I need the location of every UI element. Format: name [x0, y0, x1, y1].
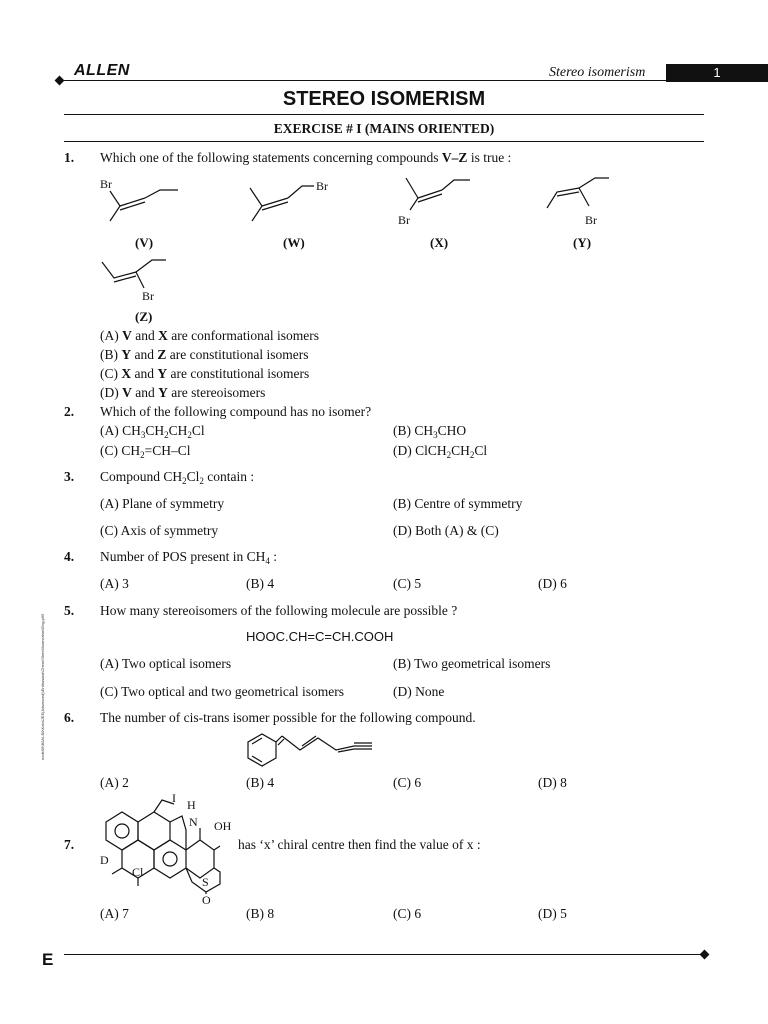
atom-cl: Cl	[132, 865, 144, 879]
atom-n: N	[189, 815, 198, 829]
page-title: STEREO ISOMERISM	[282, 88, 486, 110]
q1-text: Which one of the following statements concerning compounds V–Z is true :	[100, 150, 512, 165]
header-diamond	[55, 76, 65, 86]
q6-option-d: (D) 8	[538, 775, 567, 790]
structure-w	[250, 176, 340, 226]
label-y: (Y)	[573, 235, 592, 250]
q3-text: Compound $CH_2Cl_2$ contain :	[100, 469, 255, 486]
q4-number: 4.	[64, 549, 75, 564]
q5-option-b: (B) Two geometrical isomers	[393, 656, 551, 671]
q1-option-b: (B) Y and Z are constitutional isomers	[100, 347, 309, 362]
atom-o: O	[202, 893, 211, 907]
atom-br: Br	[585, 213, 597, 227]
header-rule	[64, 80, 764, 81]
header-subject: Stereo isomerism	[549, 65, 646, 80]
q2-option-c: (C) $CH_2=CH-Cl$	[100, 443, 191, 460]
q7-option-a: (A) 7	[100, 906, 129, 921]
q6-structure	[244, 732, 374, 772]
structure-x	[398, 176, 478, 228]
q2-number: 2.	[64, 404, 75, 419]
q2-option-b: (B) $CH_3CHO$	[393, 423, 467, 440]
q1-option-a: (A) V and X are conformational isomers	[100, 328, 319, 343]
q6-option-a: (A) 2	[100, 775, 129, 790]
q7-structure	[96, 791, 242, 907]
q4-option-b: (B) 4	[246, 576, 275, 591]
exercise-heading: EXERCISE # I (MAINS ORIENTED)	[273, 121, 495, 136]
atom-br: Br	[316, 179, 328, 193]
title-rule-bottom	[64, 141, 704, 142]
structure-y	[545, 176, 625, 228]
atom-br: Br	[142, 289, 154, 303]
atom-oh: OH	[214, 819, 232, 833]
q1-option-d: (D) V and Y are stereoisomers	[100, 385, 266, 400]
q5-option-d: (D) None	[393, 684, 445, 699]
q2-option-a: (A) $CH_3CH_2CH_2Cl$	[100, 423, 205, 440]
label-w: (W)	[283, 235, 305, 250]
q7-option-b: (B) 8	[246, 906, 275, 921]
q6-text: The number of cis-trans isomer possible for the following compound.	[100, 710, 476, 725]
structure-z	[100, 258, 180, 308]
q6-number: 6.	[64, 710, 75, 725]
label-x: (X)	[430, 235, 449, 250]
q4-option-c: (C) 5	[393, 576, 422, 591]
q4-option-d: (D) 6	[538, 576, 567, 591]
q1-option-c: (C) X and Y are constitutional isomers	[100, 366, 310, 381]
q7-number: 7.	[64, 837, 75, 852]
structure-v	[100, 176, 180, 226]
atom-d: D	[100, 853, 109, 867]
q3-option-c: (C) Axis of symmetry	[100, 523, 219, 538]
page-number: 1	[666, 64, 768, 82]
label-z: (Z)	[135, 309, 153, 324]
q2-option-d: (D) $ClCH_2CH_2Cl$	[393, 443, 488, 460]
q6-option-b: (B) 4	[246, 775, 275, 790]
q5-option-c: (C) Two optical and two geometrical isomers	[100, 684, 344, 699]
q3-option-a: (A) Plane of symmetry	[100, 496, 225, 511]
q7-option-c: (C) 6	[393, 906, 422, 921]
footer-rule	[64, 954, 704, 955]
q3-number: 3.	[64, 469, 75, 484]
q2-text: Which of the following compound has no isomer?	[100, 404, 372, 419]
atom-br: Br	[100, 177, 112, 191]
q3-option-b: (B) Centre of symmetry	[393, 496, 523, 511]
side-file-path: node06\B0AI-B0\Kota\JEE(Advanced)\Enthusiast\Chem\Sheet\Isomerism\Eng.p65	[40, 613, 45, 760]
q7-text: has ‘x’ chiral centre then find the value of x :	[238, 837, 481, 852]
atom-br: Br	[398, 213, 410, 227]
atom-i: I	[172, 791, 176, 805]
atom-h: H	[187, 798, 196, 812]
q5-number: 5.	[64, 603, 75, 618]
q3-option-d: (D) Both (A) & (C)	[393, 523, 499, 538]
q7-option-d: (D) 5	[538, 906, 567, 921]
allen-logo: ALLEN	[74, 62, 130, 79]
q4-text: Number of POS present in $CH_4$ :	[100, 549, 278, 566]
q6-option-c: (C) 6	[393, 775, 422, 790]
q5-formula: HOOC.CH=C=CH.COOH	[246, 629, 394, 644]
atom-s: S	[202, 875, 209, 889]
title-rule-top	[64, 114, 704, 115]
q5-option-a: (A) Two optical isomers	[100, 656, 232, 671]
footer-letter: E	[42, 950, 54, 969]
footer-diamond	[700, 950, 710, 960]
q1-number: 1.	[64, 150, 75, 165]
q5-text: How many stereoisomers of the following molecule are possible ?	[100, 603, 458, 618]
q4-option-a: (A) 3	[100, 576, 129, 591]
label-v: (V)	[135, 235, 154, 250]
